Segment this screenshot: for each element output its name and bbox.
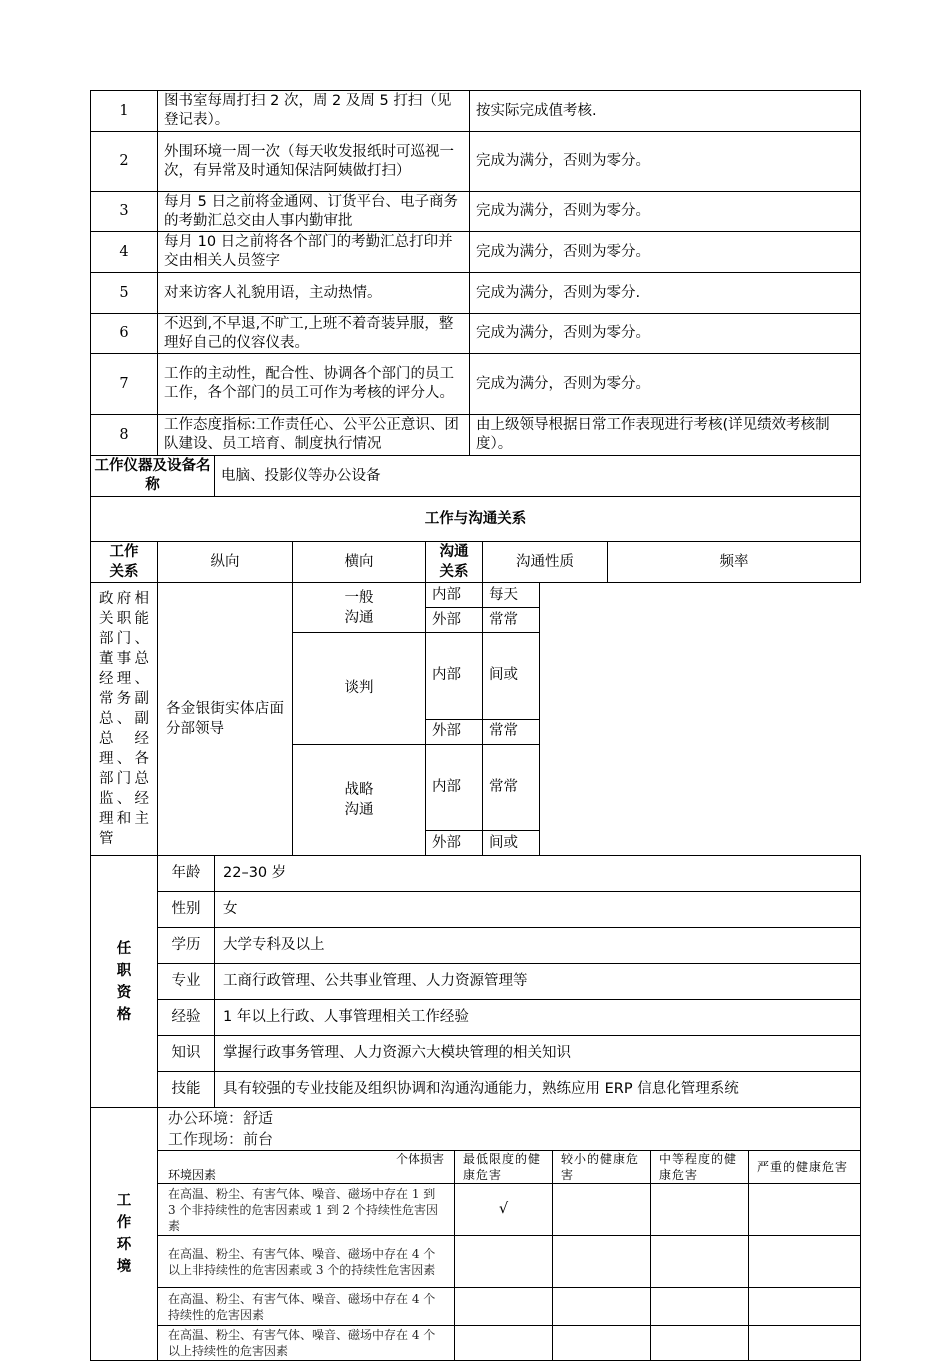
task-row (91, 132, 861, 192)
task-row (91, 273, 861, 314)
document-page (90, 90, 860, 1361)
comm-rel-label: 沟通关系 (426, 542, 483, 583)
task-row (91, 192, 861, 232)
task-content: 工作的主动性，配合性、协调各个部门的员工工作，各个部门的员工可作为考核的评分人。 (158, 354, 470, 415)
env-factor-text: 在高温、粉尘、有害气体、噪音、磁场中存在 1 到 3 个非持续性的危害因素或 1 到 2 个持续性危害因素 (158, 1184, 455, 1236)
qualification-value: 大学专科及以上 (215, 928, 861, 964)
harm-mark-cell (749, 1326, 861, 1361)
task-standard: 完成为满分，否则为零分. (470, 273, 861, 314)
comm-frequency: 间或 (483, 633, 540, 720)
qualification-row (91, 892, 861, 928)
task-content: 对来访客人礼貌用语，主动热情。 (158, 273, 470, 314)
task-number: 2 (91, 132, 158, 192)
qualification-row (91, 1072, 861, 1108)
env-factor-text: 在高温、粉尘、有害气体、噪音、磁场中存在 4 个以上非持续性的危害因素或 3 个的持续性危害因素 (158, 1236, 455, 1288)
task-standard: 由上级领导根据日常工作表现进行考核(详见绩效考核制度）。 (470, 415, 861, 456)
horizontal-value: 各金银街实体店面分部领导 (158, 583, 293, 856)
qualification-row (91, 964, 861, 1000)
env-factor-row (91, 1184, 861, 1236)
qualification-key: 技能 (158, 1072, 215, 1108)
comm-scope: 内部 (426, 744, 483, 831)
comm-scope: 外部 (426, 719, 483, 744)
freq-header: 频率 (608, 542, 861, 583)
env-factor-row (91, 1326, 861, 1361)
qualification-value: 22–30 岁 (215, 856, 861, 892)
comm-row (91, 583, 861, 608)
task-row (91, 232, 861, 273)
harm-mark-cell (651, 1236, 749, 1288)
task-number: 7 (91, 354, 158, 415)
qualification-key: 年龄 (158, 856, 215, 892)
task-content: 外围环境一周一次（每天收发报纸时可巡视一次，有异常及时通知保洁阿姨做打扫） (158, 132, 470, 192)
qualification-key: 性别 (158, 892, 215, 928)
horizontal-header: 横向 (293, 542, 426, 583)
qualification-label: 任职资格 (91, 856, 158, 1108)
task-content: 不迟到,不早退,不旷工,上班不着奇装异服，整理好自己的仪容仪表。 (158, 314, 470, 354)
work-site: 工作现场：前台 (168, 1130, 274, 1148)
environment-label: 工作环境 (91, 1108, 158, 1361)
harm-mark-cell: √ (455, 1184, 553, 1236)
task-number: 8 (91, 415, 158, 456)
harm-mark-cell (651, 1288, 749, 1326)
env-factor-text: 在高温、粉尘、有害气体、噪音、磁场中存在 4 个持续性的危害因素 (158, 1288, 455, 1326)
task-standard: 完成为满分，否则为零分。 (470, 192, 861, 232)
harm-mark-cell (553, 1326, 651, 1361)
task-number: 5 (91, 273, 158, 314)
vertical-value: 政府相关职能部门、董事总经理、常务副总、副总经理、各部门总监、经理和主管 (91, 583, 158, 856)
qualification-key: 学历 (158, 928, 215, 964)
harm-level-header: 最低限度的健康危害 (455, 1151, 553, 1184)
task-row (91, 354, 861, 415)
task-number: 6 (91, 314, 158, 354)
task-content: 图书室每周打扫 2 次，周 2 及周 5 打扫（见登记表）。 (158, 91, 470, 132)
qualification-value: 掌握行政事务管理、人力资源六大模块管理的相关知识 (215, 1036, 861, 1072)
task-content: 工作态度指标:工作责任心、公平公正意识、团队建设、员工培育、制度执行情况 (158, 415, 470, 456)
harm-mark-cell (553, 1288, 651, 1326)
equipment-value: 电脑、投影仪等办公设备 (215, 456, 861, 497)
qualification-row (91, 928, 861, 964)
work-rel-label: 工作关系 (91, 542, 158, 583)
task-table (90, 90, 861, 497)
comm-scope: 内部 (426, 583, 483, 608)
env-header-row (91, 1151, 861, 1184)
comm-type: 战略沟通 (293, 744, 426, 856)
diag-top-label: 个体损害 (395, 1152, 444, 1166)
env-factor-row (91, 1236, 861, 1288)
harm-mark-cell (455, 1326, 553, 1361)
comm-title: 工作与沟通关系 (91, 497, 861, 542)
harm-mark-cell (749, 1288, 861, 1326)
task-standard: 完成为满分，否则为零分。 (470, 232, 861, 273)
qualification-key: 经验 (158, 1000, 215, 1036)
comm-frequency: 常常 (483, 719, 540, 744)
comm-scope: 内部 (426, 633, 483, 720)
comm-scope: 外部 (426, 831, 483, 856)
task-row (91, 91, 861, 132)
qualification-value: 1 年以上行政、人事管理相关工作经验 (215, 1000, 861, 1036)
vertical-header: 纵向 (158, 542, 293, 583)
environment-table (90, 1107, 861, 1361)
comm-type: 谈判 (293, 633, 426, 745)
office-environment: 办公环境：舒适 (168, 1109, 274, 1127)
comm-frequency: 常常 (483, 744, 540, 831)
harm-mark-cell (749, 1184, 861, 1236)
diagonal-header (158, 1151, 455, 1184)
task-standard: 完成为满分，否则为零分。 (470, 314, 861, 354)
comm-frequency: 间或 (483, 831, 540, 856)
comm-frequency: 常常 (483, 608, 540, 633)
task-standard: 按实际完成值考核. (470, 91, 861, 132)
harm-mark-cell (553, 1236, 651, 1288)
harm-mark-cell (553, 1184, 651, 1236)
qualification-key: 专业 (158, 964, 215, 1000)
harm-level-header: 中等程度的健康危害 (651, 1151, 749, 1184)
comm-scope: 外部 (426, 608, 483, 633)
qualification-row (91, 1000, 861, 1036)
harm-mark-cell (455, 1236, 553, 1288)
qualification-value: 具有较强的专业技能及组织协调和沟通沟通能力，熟练应用 ERP 信息化管理系统 (215, 1072, 861, 1108)
qualification-value: 女 (215, 892, 861, 928)
comm-frequency: 每天 (483, 583, 540, 608)
equipment-label: 工作仪器及设备名称 (91, 456, 215, 497)
task-number: 1 (91, 91, 158, 132)
environment-intro (158, 1108, 861, 1151)
task-standard: 完成为满分，否则为零分。 (470, 132, 861, 192)
task-number: 3 (91, 192, 158, 232)
task-standard: 完成为满分，否则为零分。 (470, 354, 861, 415)
nature-header: 沟通性质 (483, 542, 608, 583)
harm-mark-cell (455, 1288, 553, 1326)
harm-mark-cell (749, 1236, 861, 1288)
task-content: 每月 10 日之前将各个部门的考勤汇总打印并交由相关人员签字 (158, 232, 470, 273)
env-factor-text: 在高温、粉尘、有害气体、噪音、磁场中存在 4 个以上持续性的危害因素 (158, 1326, 455, 1361)
qualification-row (91, 856, 861, 892)
task-content: 每月 5 日之前将金通网、订货平台、电子商务的考勤汇总交由人事内勤审批 (158, 192, 470, 232)
harm-level-header: 严重的健康危害 (749, 1151, 861, 1184)
env-intro-row (91, 1108, 861, 1151)
task-row (91, 415, 861, 456)
qualification-table (90, 855, 861, 1108)
diag-bottom-label: 环境因素 (168, 1168, 217, 1182)
harm-mark-cell (651, 1326, 749, 1361)
env-factor-row (91, 1288, 861, 1326)
qualification-value: 工商行政管理、公共事业管理、人力资源管理等 (215, 964, 861, 1000)
harm-level-header: 较小的健康危害 (553, 1151, 651, 1184)
qualification-key: 知识 (158, 1036, 215, 1072)
task-row (91, 314, 861, 354)
comm-type: 一般沟通 (293, 583, 426, 633)
qualification-row (91, 1036, 861, 1072)
equipment-row (91, 456, 861, 497)
comm-table (90, 496, 861, 856)
harm-mark-cell (651, 1184, 749, 1236)
task-number: 4 (91, 232, 158, 273)
